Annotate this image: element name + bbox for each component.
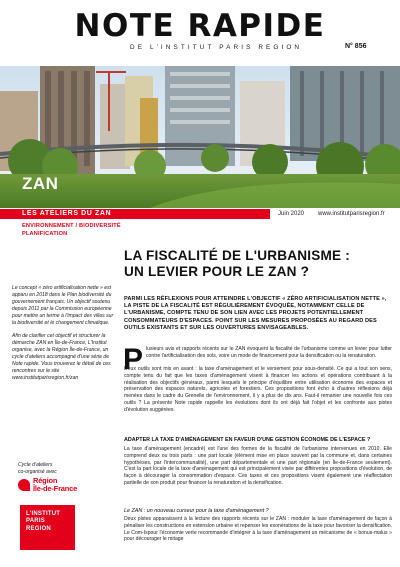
masthead	[0, 0, 400, 66]
website-link[interactable]: www.institutparisregion.fr	[318, 211, 385, 217]
section-heading-2: Le ZAN : un nouveau curseur pour la taxe d'aménagement ?	[124, 508, 269, 514]
publication-title: NOTE RAPIDE	[74, 8, 326, 44]
section-heading-1: ADAPTER LA TAXE D'AMÉNAGEMENT EN FAVEUR D'UNE GESTION ÉCONOME DE L'ESPACE ?	[124, 437, 371, 443]
series-banner-text: LES ATELIERS DU ZAN	[22, 210, 112, 217]
category-line-2: PLANIFICATION	[22, 231, 68, 237]
cover-photo	[0, 66, 400, 208]
series-banner	[0, 209, 270, 219]
category-tags	[22, 222, 121, 238]
sidebar-intro	[12, 285, 117, 389]
region-emblem-icon	[18, 479, 30, 491]
publication-date: Juin 2020	[278, 211, 305, 217]
headline-line-1: LA FISCALITÉ DE L'URBANISME :	[124, 248, 351, 263]
cycle-line-2: co-organisé avec	[18, 468, 57, 475]
headline-line-2: UN LEVIER POUR LE ZAN ?	[124, 264, 310, 279]
region-logo-subname: Île-de-France	[33, 484, 78, 493]
zan-label: ZAN	[22, 174, 59, 193]
article-lead: PARMI LES RÉFLEXIONS POUR ATTEINDRE L'OBJECTIF « ZÉRO ARTIFICIALISATION NETTE », LA PISTE DE LA FISCALITÉ EST RÉGULIÈREMENT ÉVOQUÉE, NOTAMMENT CELLE DE L'URBANISME, COMPTE TENU DE SON LIEN AVEC LES PROJETS POTENTIELLEMENT CONSOMMATEURS D'ESPACES. POINT SUR LES MESURES PROPOSÉES AU REGARD DES OUTILS EXISTANTS ET SUR LES OUVERTURES ENVISAGEABLES.	[124, 296, 387, 331]
institut-logo-line-1: L'INSTITUT	[26, 511, 61, 517]
drop-cap: P	[123, 343, 144, 376]
sidebar-paragraph-1: Le concept « zéro artificialisation nette » est apparu en 2018 dans le Plan biodiversité du gouvernement français. Un objectif soutenu depuis 2011 par la Commission européenne pour mettre un terme à l'impact des villes sur la biodiversité et le changement climatique.	[12, 285, 114, 326]
cycle-line-1: Cycle d'ateliers	[18, 462, 53, 468]
body-paragraph-1-rest: Deux outils sont mis en avant : la taxe d'aménagement et le versement pour sous-densité. Ce qui a tout son sens, compte tenu du fait que les taxes d'aménagement visent à financer les actions et opérations contribuant à la réalisation des objectifs généraux, parmi lesquels le principe d'équilibre entre utilisation économe des espaces et préservation des espaces naturels, agricoles et forestiers. Ces propositions font écho à d'autres réflexions déjà menées dans le cadre du Grenelle de l'environnement, il y a plus de dix ans. Faut-il remanier une nouvelle fois ces outils ? La présente Note rapide rappelle les évolutions dont ils ont déjà fait l'objet et les confronte aux pistes d'évolution suggérées.	[124, 366, 392, 413]
body-paragraph-1-start: lusieurs avis et rapports récents sur le ZAN évoquent la fiscalité de l'urbanisme comme un levier pour lutter contre l'artificialisation des sols, voire un mode de financement pour la densification ou la renaturation.	[146, 346, 392, 359]
institut-logo	[20, 505, 75, 550]
institut-logo-line-2: PARIS	[26, 518, 45, 525]
category-line-1: ENVIRONNEMENT / BIODIVERSITÉ	[22, 223, 121, 229]
body-paragraph-3: Deux pistes apparaissent à la lecture des rapports récents sur le ZAN : moduler la taxe d'aménagement de façon à pénaliser les constructions en extension urbaine et repenser les exonérations de la taxe pour favoriser la densification. Le Com-Ispour l'économie verte recommande d'intégrer à la taxe d'aménagement un mécanisme de « bonus-malus » pour décourager le mitage	[124, 516, 392, 543]
co-organizer-note	[18, 462, 57, 475]
region-logo	[18, 476, 88, 494]
region-logo-name: Région	[33, 476, 58, 485]
body-paragraph-2: La taxe d'aménagement (encadré) est l'une des formes de la fiscalité de l'urbanisme intervenues en 2010. Elle comprend deux ou trois parts : une part locale (élément mise en place souvent par la commune et, dans certaines hypothèses, par l'intercommunalité), une part départementale et une part régionale (en Île-de-France seulement). C'est la part locale de la taxe d'aménagement qui est principalement visée par différentes propositions d'évolution, de façon à décourager la consommation d'espace. Ces taxes et ces propositions visent également une réaffectation partielle de son produit pour financer la renaturation et la densification.	[124, 446, 392, 486]
article-headline	[124, 248, 394, 280]
issue-number: N° 856	[345, 43, 367, 50]
publication-subtitle: DE L'INSTITUT PARIS REGION	[130, 44, 303, 51]
sidebar-paragraph-2: Afin de clarifier cet objectif et structurer la démarche ZAN en Île-de-France, L'Institut organise, avec la Région Île-de-France, un cycle d'ateliers accompagné d'une série de Note rapide. Vous trouverez le détail de ces rencontres sur le site www.institutparisregion.fr/zan	[12, 333, 111, 381]
institut-logo-line-3: REGION	[26, 525, 51, 532]
